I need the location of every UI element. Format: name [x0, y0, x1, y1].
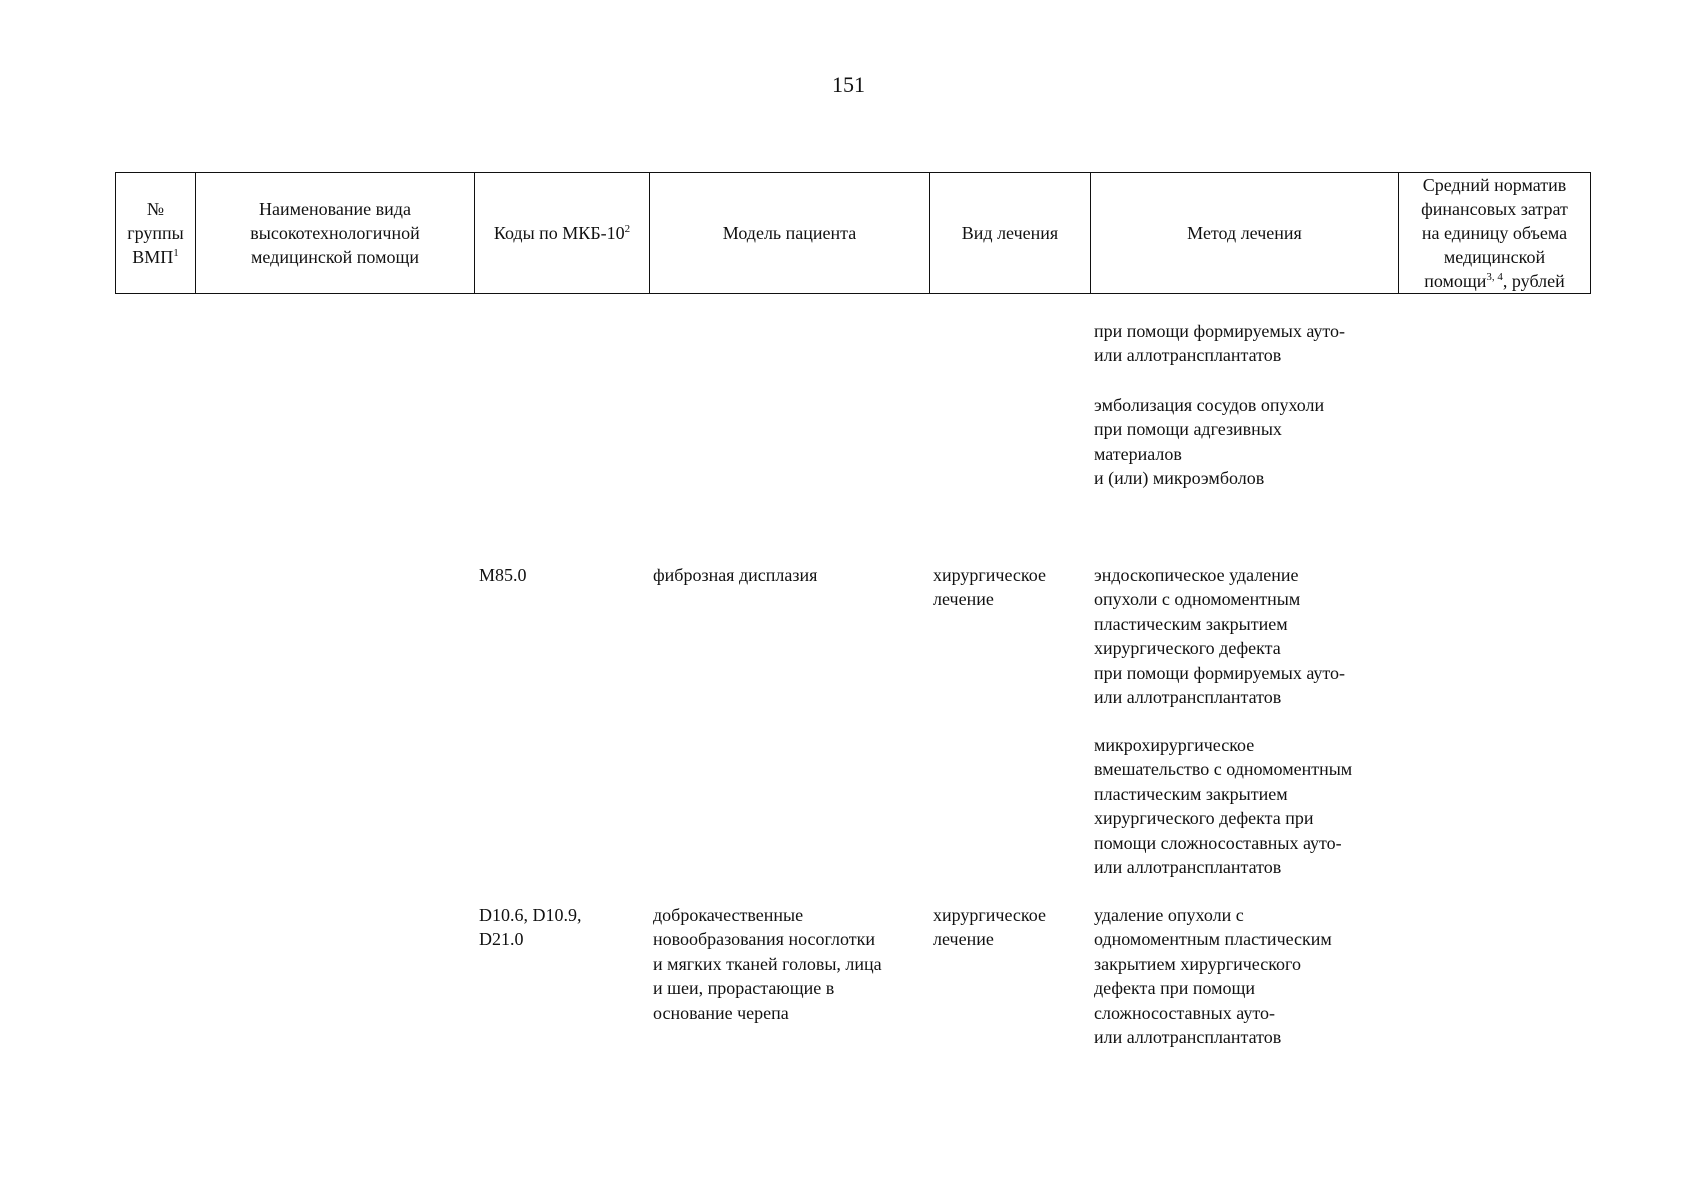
header-treatment-type	[930, 173, 1091, 294]
header-treatment-type-text: Вид лечения	[961, 223, 1059, 243]
page-number: 151	[832, 72, 865, 97]
header-patient-model-text: Модель пациента	[722, 223, 857, 243]
row-1-method-1: эндоскопическое удаление опухоли с одномоментным пластическим закрытием хирургического дефекта при помощи формируемых ауто- или аллотрансплантатов	[1094, 565, 1346, 708]
header-care-type-name	[196, 173, 475, 294]
row-2-icd-codes: D10.6, D10.9, D21.0	[479, 905, 582, 950]
header-average-cost-unit: , рублей	[1502, 271, 1565, 291]
row-2-patient-model: доброкачественные новообразования носоглотки и мягких тканей головы, лица и шеи, прорастающие в основание черепа	[653, 905, 882, 1023]
header-icd-codes	[475, 173, 650, 294]
header-group-number-text: № группы ВМП	[127, 199, 184, 267]
header-group-number	[116, 173, 196, 294]
footnote-ref-1: 1	[173, 247, 179, 259]
continued-method-text-1: при помощи формируемых ауто- или аллотрансплантатов	[1094, 321, 1346, 366]
header-icd-codes-text: Коды по МКБ-10	[493, 223, 625, 243]
row-1-patient-model: фиброзная дисплазия	[653, 565, 818, 585]
header-patient-model	[650, 173, 930, 294]
row-1-method-2: микрохирургическое вмешательство с одномоментным пластическим закрытием хирургического дефекта при помощи сложносоставных ауто- или аллотрансплантатов	[1094, 735, 1353, 878]
header-average-cost-text: Средний норматив финансовых затрат на единицу объема медицинской помощи	[1421, 175, 1568, 291]
continued-method-text-2: эмболизация сосудов опухоли при помощи адгезивных материалов и (или) микроэмболов	[1094, 395, 1325, 489]
footnote-ref-2: 2	[624, 223, 631, 235]
header-treatment-method-text: Метод лечения	[1187, 223, 1302, 243]
row-2-treatment-type: хирургическое лечение	[933, 905, 1046, 950]
row-2-method: удаление опухоли с одномоментным пластическим закрытием хирургического дефекта при помощи сложносоставных ауто- или аллотрансплантатов	[1094, 905, 1332, 1048]
table-header	[115, 172, 1591, 294]
footnote-ref-3-4: 3, 4	[1486, 271, 1503, 283]
header-treatment-method	[1091, 173, 1399, 294]
row-1-treatment-type: хирургическое лечение	[933, 565, 1046, 610]
header-care-type-name-text: Наименование вида высокотехнологичной медицинской помощи	[250, 199, 420, 267]
row-1-icd-codes: M85.0	[479, 565, 527, 585]
header-average-cost	[1399, 173, 1591, 294]
